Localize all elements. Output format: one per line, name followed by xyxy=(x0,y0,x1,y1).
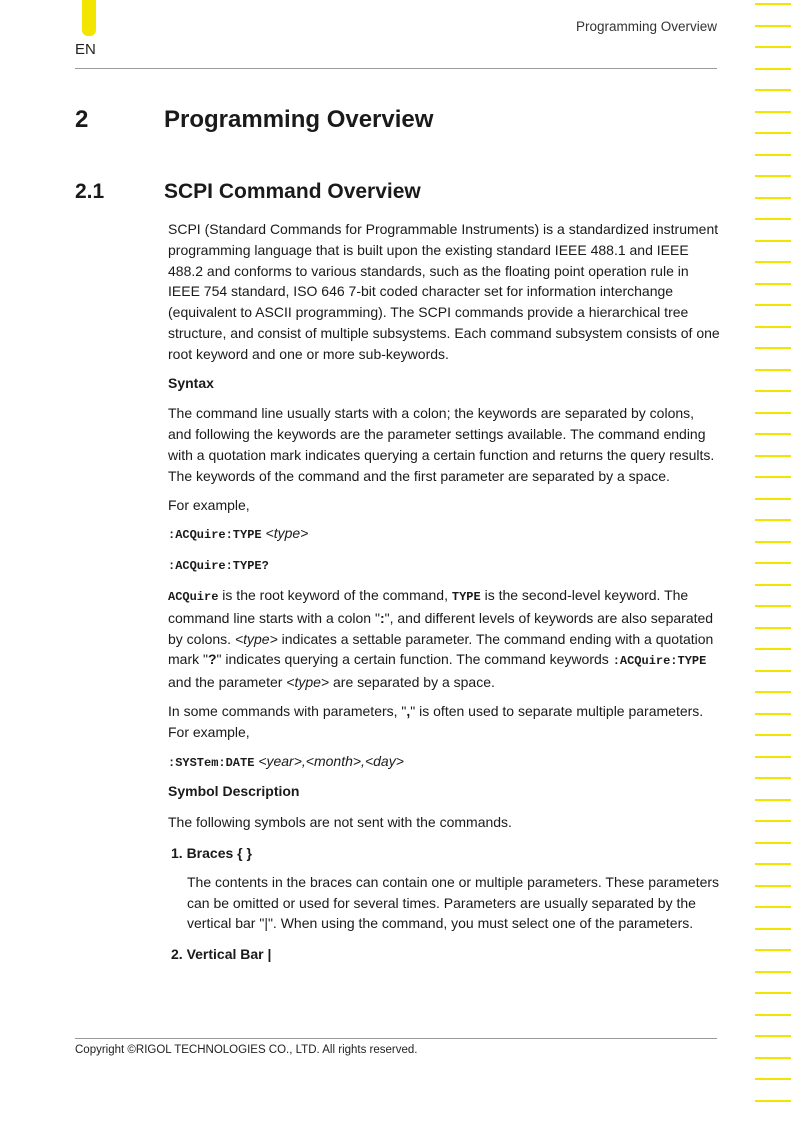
thumb-index-mark xyxy=(755,670,791,672)
running-header-title: Programming Overview xyxy=(575,19,717,34)
thumb-index-mark xyxy=(755,154,791,156)
list-item-text: The contents in the braces can contain one or multiple parameters. These parameters can be omitted or used for several times. Parameters are usually separated by the vertical bar "|". When using the command, you must select one of the parameters. xyxy=(187,873,720,932)
parameter-text: <type> xyxy=(286,674,330,691)
thumb-index-mark xyxy=(755,713,791,715)
syntax-heading: Syntax xyxy=(168,374,214,391)
text-run: is the second-level keyword. The command line starts with a colon " xyxy=(168,586,689,626)
thumb-index-mark xyxy=(755,756,791,758)
thumb-index-mark xyxy=(755,928,791,930)
command-text: :ACQuire:TYPE xyxy=(168,528,262,543)
thumb-index-mark xyxy=(755,562,791,564)
thumb-index-marks xyxy=(755,0,793,1122)
text-run: ", and different levels of keywords are also separated by colons. xyxy=(168,609,714,647)
comma-symbol: , xyxy=(406,702,411,719)
thumb-index-mark xyxy=(755,1014,791,1016)
thumb-index-mark xyxy=(755,691,791,693)
colon-symbol: : xyxy=(379,609,385,626)
syntax-explanation xyxy=(168,585,720,693)
question-symbol: ? xyxy=(207,651,217,668)
thumb-index-mark xyxy=(755,584,791,586)
thumb-index-mark xyxy=(755,89,791,91)
command-text: :ACQuire:TYPE? xyxy=(168,559,269,574)
syntax-paragraph: The command line usually starts with a colon; the keywords are separated by colons, and following the keywords are the parameter settings available. The command ending with a quotation mark indicates querying a certain function and returns the query results. The keywords of the command and the first parameter are separated by a space. xyxy=(168,405,715,484)
symbol-description-intro: The following symbols are not sent with the commands. xyxy=(168,814,512,831)
parameter-text: <year>,<month>,<day> xyxy=(258,752,404,769)
language-label: EN xyxy=(75,41,96,58)
example-command-date xyxy=(168,751,720,774)
copyright-footer: Copyright ©RIGOL TECHNOLOGIES CO., LTD. All rights reserved. xyxy=(75,1044,418,1056)
thumb-index-mark xyxy=(755,648,791,650)
command-text: :SYSTem:DATE xyxy=(168,755,255,770)
parameter-text: <type> xyxy=(265,525,309,542)
thumb-index-mark xyxy=(755,455,791,457)
thumb-index-mark xyxy=(755,992,791,994)
intro-paragraph: SCPI (Standard Commands for Programmable Instruments) is a standardized instrument programming language that is built upon the existing standard IEEE 488.1 and IEEE 488.2 and conforms to various standards, such as the floating point operation rule in IEEE 754 standard, ISO 646 7-bit coded character set for information interchange (equivalent to ASCII programming). The SCPI commands provide a hierarchical tree structure, and consist of multiple subsystems. Each command subsystem consists of one root keyword and one or more sub-keywords. xyxy=(168,221,720,362)
thumb-index-mark xyxy=(755,25,791,27)
text-run: is the root keyword of the command, xyxy=(218,586,452,603)
thumb-index-mark xyxy=(755,433,791,435)
thumb-index-mark xyxy=(755,605,791,607)
thumb-index-mark xyxy=(755,46,791,48)
text-run: are separated by a space. xyxy=(329,674,495,691)
thumb-index-mark xyxy=(755,1057,791,1059)
thumb-index-mark xyxy=(755,261,791,263)
thumb-index-mark xyxy=(755,68,791,70)
thumb-index-mark xyxy=(755,498,791,500)
section-title: SCPI Command Overview xyxy=(164,180,421,203)
thumb-index-mark xyxy=(755,476,791,478)
thumb-index-mark xyxy=(755,971,791,973)
command-text: :ACQuire:TYPE xyxy=(612,654,707,669)
language-tab-marker xyxy=(82,0,96,36)
thumb-index-mark xyxy=(755,541,791,543)
thumb-index-mark xyxy=(755,218,791,220)
thumb-index-mark xyxy=(755,390,791,392)
text-run: " is often used to separate multiple parameters. For example, xyxy=(168,702,704,740)
section-number: 2.1 xyxy=(75,180,105,203)
thumb-index-mark xyxy=(755,519,791,521)
thumb-index-mark xyxy=(755,627,791,629)
text-run: " indicates querying a certain function. The command keywords xyxy=(216,651,613,668)
thumb-index-mark xyxy=(755,369,791,371)
thumb-index-mark xyxy=(755,283,791,285)
thumb-index-mark xyxy=(755,3,791,5)
chapter-title: Programming Overview xyxy=(164,106,434,133)
thumb-index-mark xyxy=(755,111,791,113)
example-command-query xyxy=(168,554,720,577)
second-keyword: TYPE xyxy=(451,589,481,604)
thumb-index-mark xyxy=(755,1078,791,1080)
thumb-index-mark xyxy=(755,132,791,134)
thumb-index-mark xyxy=(755,197,791,199)
header-divider xyxy=(75,68,717,69)
comma-paragraph xyxy=(168,701,720,743)
thumb-index-mark xyxy=(755,1035,791,1037)
thumb-index-mark xyxy=(755,799,791,801)
thumb-index-mark xyxy=(755,304,791,306)
thumb-index-mark xyxy=(755,347,791,349)
footer-divider xyxy=(75,1038,717,1039)
thumb-index-mark xyxy=(755,863,791,865)
thumb-index-mark xyxy=(755,1100,791,1102)
chapter-number: 2 xyxy=(75,106,89,133)
thumb-index-mark xyxy=(755,842,791,844)
text-run: indicates a settable parameter. The command ending with a quotation mark " xyxy=(168,630,714,668)
thumb-index-mark xyxy=(755,240,791,242)
list-item-title: 2. Vertical Bar | xyxy=(171,946,272,963)
thumb-index-mark xyxy=(755,820,791,822)
parameter-text: <type> xyxy=(234,630,278,647)
example-intro: For example, xyxy=(168,496,250,513)
section-body xyxy=(168,219,720,973)
symbol-description-heading: Symbol Description xyxy=(168,783,300,800)
thumb-index-mark xyxy=(755,906,791,908)
thumb-index-mark xyxy=(755,175,791,177)
thumb-index-mark xyxy=(755,949,791,951)
thumb-index-mark xyxy=(755,412,791,414)
list-item-title: 1. Braces { } xyxy=(171,844,252,861)
text-run: In some commands with parameters, " xyxy=(168,702,407,719)
thumb-index-mark xyxy=(755,326,791,328)
example-command-set xyxy=(168,523,720,546)
root-keyword: ACQuire xyxy=(168,589,219,604)
text-run: and the parameter xyxy=(168,674,287,691)
thumb-index-mark xyxy=(755,777,791,779)
thumb-index-mark xyxy=(755,885,791,887)
thumb-index-mark xyxy=(755,734,791,736)
